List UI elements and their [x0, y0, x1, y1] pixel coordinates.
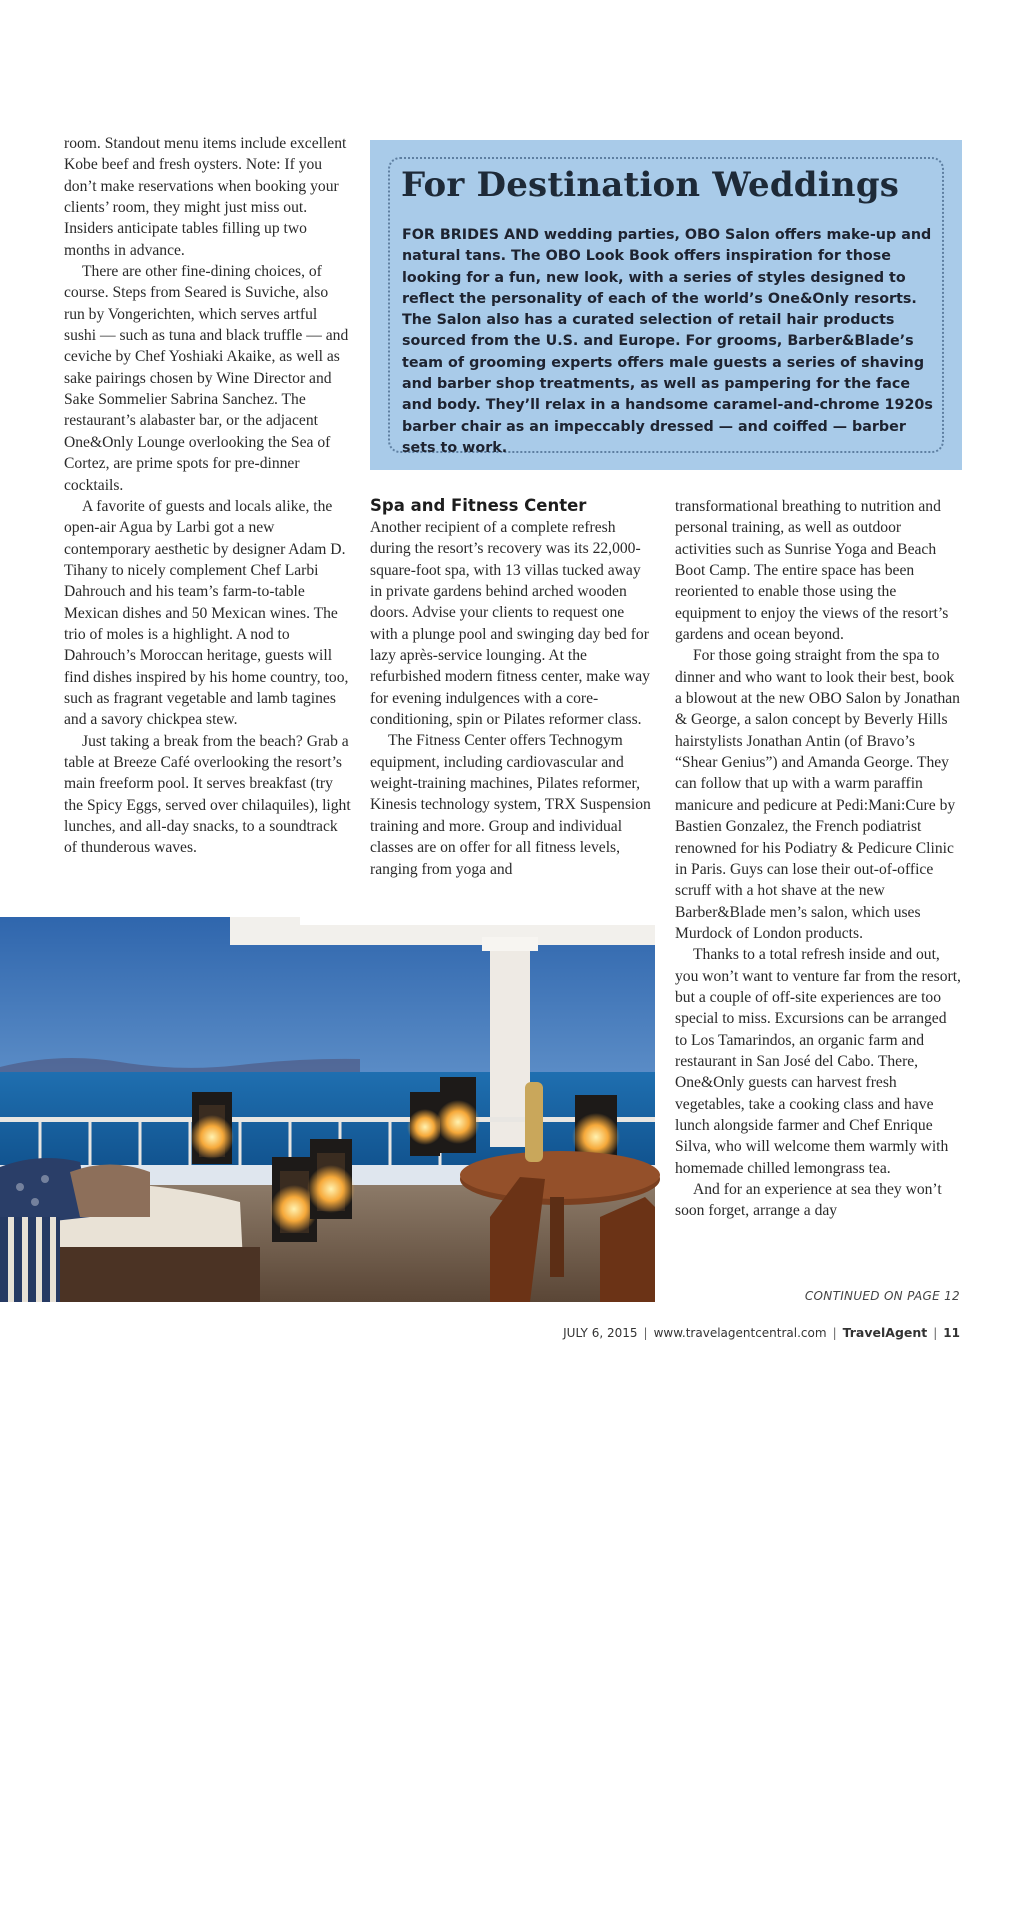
page-number: 11: [943, 1326, 960, 1340]
sidebar-body: FOR BRIDES AND wedding parties, OBO Salon offers make-up and natural tans. The OBO Look Book offers inspiration for those looking for a fun, new look, with a series of styles designed to reflect the personality of each of the world’s One&Only resorts. The Salon also has a curated selection of retail hair products sourced from the U.S. and Europe. For grooms, Barber&Blade’s team of grooming experts offers male guests a series of shaving and barber shop treatments, as well as pampering for the face and body. They’ll relax in a handsome caramel-and-chrome 1920s barber chair as an impeccably dressed — and coiffed — barber sets to work.: [402, 227, 933, 456]
body-paragraph: And for an experience at sea they won’t soon forget, arrange a day: [675, 1181, 942, 1220]
body-paragraph: For those going straight from the spa to dinner and who want to look their best, book a blowout at the new OBO Salon by Jonathan & George, a salon concept by Beverly Hills hairstylists Jonathan Antin (of Bravo’s “Shear Genius”) and Amanda George. They can follow that up with a warm paraffin manicure and pedicure at Pedi:Mani:Cure by Bastien Gonzalez, the French podiatrist renowned for his Podiatry & Pedicure Clinic in Paris. Guys can lose their out-of-office scruff with a hot shave at the new Barber&Blade men’s salon, which uses Murdock of London products.: [675, 647, 960, 942]
article-column-3: [675, 496, 961, 1222]
continued-note: CONTINUED ON PAGE 12: [804, 1289, 960, 1303]
body-paragraph: room. Standout menu items include excellent Kobe beef and fresh oysters. Note: If you don’t make reservations when booking your clients’ room, they might just miss out. Insiders anticipate tables filling up two months in advance.: [64, 135, 347, 259]
destination-weddings-sidebar: [370, 140, 962, 470]
sidebar-title: For Destination Weddings: [401, 165, 900, 205]
footer-date: JULY 6, 2015: [563, 1326, 638, 1340]
body-paragraph: The Fitness Center offers Technogym equipment, including cardiovascular and weight-training machines, Pilates reformer, Kinesis technology system, TRX Suspension training and more. Group and individual classes are on offer for all fitness levels, ranging from yoga and: [370, 732, 651, 878]
body-paragraph: There are other fine-dining choices, of course. Steps from Seared is Suviche, also run by Vongerichten, which serves artful sushi — such as tuna and black truffle — and ceviche by Chef Yoshiaki Akaike, as well as sake pairings chosen by Wine Director and Sake Sommelier Sabrina Sanchez. The restaurant’s alabaster bar, or the adjacent One&Only Lounge overlooking the Sea of Cortez, are prime spots for pre-dinner cocktails.: [64, 263, 349, 494]
body-paragraph: transformational breathing to nutrition and personal training, as well as outdoor activities such as Sunrise Yoga and Beach Boot Camp. The entire space has been reoriented to enable those using the equipment to enjoy the views of the resort’s gardens and ocean beyond.: [675, 498, 949, 644]
body-paragraph: Another recipient of a complete refresh during the resort’s recovery was its 22,000-square-foot spa, with 13 villas tucked away in private gardens behind arched wooden doors. Advise your clients to request one with a plunge pool and swinging day bed for lazy après-service lounging. At the refurbished modern fitness center, make way for evening indulgences with a core-conditioning, spin or Pilates reformer class.: [370, 519, 650, 729]
section-heading-spa: Spa and Fitness Center: [370, 496, 587, 515]
photo-caption: Superior and Deluxe Rooms at One&Ony Palmilla have shaded terraces with day beds overlook the bay.: [64, 1862, 309, 1908]
page-footer: JULY 6, 2015 | www.travelagentcentral.com | TravelAgent | 11: [563, 1325, 960, 1340]
footer-url[interactable]: www.travelagentcentral.com: [653, 1326, 827, 1340]
footer-brand: TravelAgent: [842, 1325, 928, 1340]
body-paragraph: A favorite of guests and locals alike, the open-air Agua by Larbi got a new contemporary aesthetic by designer Adam D. Tihany to nicely complement Chef Larbi Dahrouch and his team’s farm-to-table Mexican dishes and 50 Mexican wines. The trio of moles is a highlight. A nod to Dahrouch’s Moroccan heritage, guests will find dishes inspired by his home country, too, such as fragrant vegetable and lamb tagines and a savory chickpea stew.: [64, 497, 349, 729]
article-column-2: [370, 517, 653, 880]
body-paragraph: Just taking a break from the beach? Grab a table at Breeze Café overlooking the resort’s main freeform pool. It serves breakfast (try the Spicy Eggs, served over chilaquiles), light lunches, and all-day snacks, to a soundtrack of thunderous waves.: [64, 732, 351, 857]
body-paragraph: Thanks to a total refresh inside and out, you won’t want to venture far from the resort, but a couple of off-site experiences are too special to miss. Excursions can be arranged to Los Tamarindos, an organic farm and restaurant in San José del Cabo. There, One&Only guests can harvest fresh vegetables, take a cooking class and have lunch alongside farmer and Chef Enrique Silva, who will welcome them warmly with homemade chilled lemongrass tea.: [675, 946, 961, 1177]
article-column-1: [64, 133, 351, 859]
